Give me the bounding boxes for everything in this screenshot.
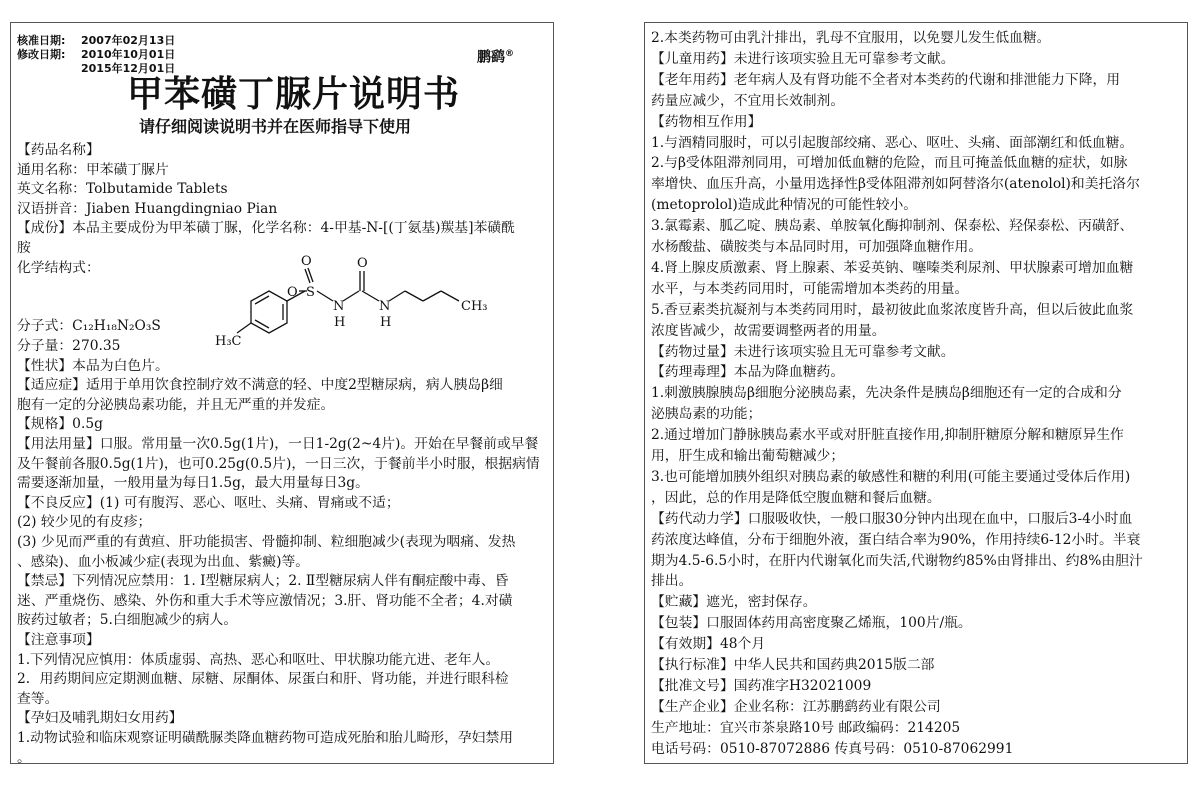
revision-date-2: 2015年12月01日 [81, 62, 176, 75]
right-line: 3.也可能增加胰外组织对胰岛素的敏感性和糖的利用(可能主要通过受体后作用) [651, 468, 1131, 485]
right-line: 药量应减少，不宜用长效制剂。 [651, 92, 845, 109]
left-line: 需要逐渐加量，一般用量为每日1.5g，最大用量每日3g。 [17, 475, 369, 492]
right-line: 泌胰岛素的功能； [651, 406, 762, 423]
left-line: 1.动物试验和临床观察证明磺酰脲类降血糖药物可造成死胎和胎儿畸形，孕妇禁用 [17, 730, 514, 746]
left-line: 【禁忌】下列情况应禁用：1. Ⅰ型糖尿病人；2. Ⅱ型糖尿病人伴有酮症酸中毒、昏 [17, 573, 509, 590]
left-line: 通用名称：甲苯磺丁脲片 [17, 161, 169, 178]
chem-o1: O [301, 255, 312, 269]
right-line: 水杨酸盐、磺胺类与本品同时用，可加强降血糖作用。 [651, 239, 983, 255]
right-line: 2.通过增加门静脉胰岛素水平或对肝脏直接作用,抑制肝糖原分解和糖原异生作 [651, 427, 1124, 444]
left-line: 【注意事项】 [17, 632, 100, 648]
right-line: 浓度皆减少，故需要调整两者的用量。 [651, 322, 886, 339]
revision-date-label: 修改日期: [17, 48, 66, 61]
left-line: 【性状】本品为白色片。 [17, 357, 169, 374]
right-line: 【老年用药】老年病人及有肾功能不全者对本类药的代谢和排泄能力下降，用 [651, 71, 1121, 88]
left-line: 【适应症】适用于单用饮食控制疗效不满意的轻、中度2型糖尿病，病人胰岛β细 [17, 377, 503, 394]
document-title: 甲苯磺丁脲片说明书 [127, 74, 461, 115]
right-line: 电话号码：0510-87072886 传真号码：0510-87062991 [651, 740, 1014, 757]
left-line: 化学结构式： [17, 259, 100, 276]
approval-date: 2007年02月13日 [81, 34, 176, 47]
right-line: 【执行标准】中华人民共和国药典2015版二部 [651, 657, 935, 673]
right-line: ，因此，总的作用是降低空腹血糖和餐后血糖。 [651, 489, 941, 506]
left-line: 【孕妇及哺乳期妇女用药】 [17, 710, 183, 727]
chem-h3c: H₃C [215, 334, 242, 349]
left-line: 1.下列情况应慎用：体质虚弱、高热、恶心和呕吐、甲状腺功能亢进、老年人。 [17, 651, 500, 668]
chem-s: S [306, 285, 315, 300]
chem-h2: H [380, 315, 392, 330]
right-line: 2.本类药物可由乳汁排出，乳母不宜服用，以免婴儿发生低血糖。 [651, 30, 1051, 46]
right-line: 用，肝生成和输出葡萄糖减少； [651, 448, 845, 464]
right-line: 【儿童用药】未进行该项实验且无可靠参考文献。 [651, 50, 955, 67]
left-line: 分子式：C₁₂H₁₈N₂O₃S [17, 318, 161, 335]
left-line: (2) 较少见的有皮疹； [17, 514, 152, 531]
document-subtitle: 请仔细阅读说明书并在医师指导下使用 [139, 117, 412, 136]
left-page [10, 22, 554, 764]
left-line: 查等。 [17, 690, 59, 707]
left-line: 英文名称：Tolbutamide Tablets [17, 181, 228, 198]
right-line: 5.香豆素类抗凝剂与本类药同用时，最初彼此血浆浓度皆升高，但以后彼此血浆 [651, 301, 1134, 318]
brand-logo [477, 45, 514, 68]
left-line: 胺 [17, 240, 31, 256]
chem-o2: O [287, 285, 298, 300]
right-line: 排出。 [651, 573, 693, 590]
left-line: 【成份】本品主要成份为甲苯磺丁脲，化学名称：4-甲基-N-[(丁氨基)羰基]苯磺酰 [17, 220, 515, 237]
right-line: 【贮藏】遮光，密封保存。 [651, 594, 817, 611]
left-line: 2．用药期间应定期测血糖、尿糖、尿酮体、尿蛋白和肝、肾功能，并进行眼科检 [17, 671, 509, 688]
right-line: 【药代动力学】口服吸收快，一般口服30分钟内出现在血中，口服后3-4小时血 [651, 510, 1133, 527]
right-line: 4.肾上腺皮质激素、肾上腺素、苯妥英钠、噻嗪类利尿剂、甲状腺素可增加血糖 [651, 259, 1134, 276]
right-line: 【药理毒理】本品为降血糖药。 [651, 364, 845, 381]
right-line: 率增快、血压升高，小量用选择性β受体阻滞剂如阿替洛尔(atenolol)和美托洛尔 [651, 176, 1140, 193]
right-line: 【生产企业】企业名称：江苏鹏鹞药业有限公司 [651, 698, 941, 715]
chem-n2: N [379, 299, 391, 314]
left-line: 汉语拼音：Jiaben Huangdingniao Pian [17, 200, 278, 217]
right-line: 2.与β受体阻滞剂同用，可增加低血糖的危险，而且可掩盖低血糖的症状，如脉 [651, 155, 1128, 172]
chem-ch3: CH₃ [461, 299, 488, 314]
brand-mark: ® [505, 49, 514, 59]
right-line: 水平，与本类药同用时，可能需增加本类药的用量。 [651, 280, 969, 297]
chem-h1: H [334, 315, 346, 330]
right-line: 1.与酒精同服时，可以引起腹部绞痛、恶心、呕吐、头痛、面部潮红和低血糖。 [651, 134, 1134, 151]
left-line: 【药品名称】 [17, 142, 100, 158]
left-line: 。 [17, 749, 31, 764]
left-line: 及午餐前各服0.5g(1片)，也可0.25g(0.5片)，一日三次，于餐前半小时服，根据病情 [17, 455, 540, 472]
right-page [644, 22, 1188, 764]
chem-o3: O [357, 256, 368, 271]
right-line: 1.刺激胰腺胰岛β细胞分泌胰岛素，先决条件是胰岛β细胞还有一定的合成和分 [651, 385, 1122, 402]
benzene-ring [251, 291, 287, 333]
right-line: 【药物过量】未进行该项实验且无可靠参考文献。 [651, 343, 955, 360]
left-line: 【不良反应】(1) 可有腹泻、恶心、呕吐、头痛、胃痛或不适； [17, 494, 400, 511]
left-line: (3) 少见而严重的有黄疸、肝功能损害、骨髓抑制、粒细胞减少(表现为咽痛、发热 [17, 534, 516, 550]
left-line: 【用法用量】口服。常用量一次0.5g(1片)，一日1-2g(2~4片)。开始在早餐前或早餐 [17, 436, 539, 452]
left-line: 胞有一定的分泌胰岛素功能，并且无严重的并发症。 [17, 396, 335, 413]
right-line: 3.氯霉素、胍乙啶、胰岛素、单胺氧化酶抑制剂、保泰松、羟保泰松、丙磺舒、 [651, 218, 1134, 235]
right-line: 【包装】口服固体药用高密度聚乙烯瓶，100片/瓶。 [651, 615, 972, 632]
left-line: 分子量：270.35 [17, 338, 121, 354]
right-line: 药浓度达峰值，分布于细胞外液，蛋白结合率为90%，作用持续6-12小时。半衰 [651, 531, 1141, 548]
right-line: 生产地址：宜兴市茶泉路10号 邮政编码：214205 [651, 719, 961, 736]
left-line: 【规格】0.5g [17, 416, 103, 433]
brand-name: 鹏鹞 [477, 49, 505, 66]
right-line: (metoprolol)造成此种情况的可能性较小。 [651, 197, 918, 214]
right-line: 期为4.5-6.5小时，在肝内代谢氧化而失活,代谢物约85%由肾排出、约8%由胆汁 [651, 552, 1143, 569]
approval-date-label: 核准日期: [17, 34, 66, 47]
right-line: 【批准文号】国药准字H32021009 [651, 677, 872, 694]
chemical-structure [209, 255, 539, 375]
left-line: 、感染)、血小板减少症(表现为出血、紫癜)等。 [17, 553, 310, 570]
right-line: 【药物相互作用】 [651, 113, 762, 130]
right-line: 【有效期】48个月 [651, 636, 766, 653]
left-line: 胺药过敏者；5.白细胞减少的病人。 [17, 612, 238, 629]
chem-n1: N [333, 299, 345, 314]
revision-date-1: 2010年10月01日 [81, 48, 176, 61]
left-line: 迷、严重烧伤、感染、外伤和重大手术等应激情况；3.肝、肾功能不全者；4.对磺 [17, 592, 513, 609]
